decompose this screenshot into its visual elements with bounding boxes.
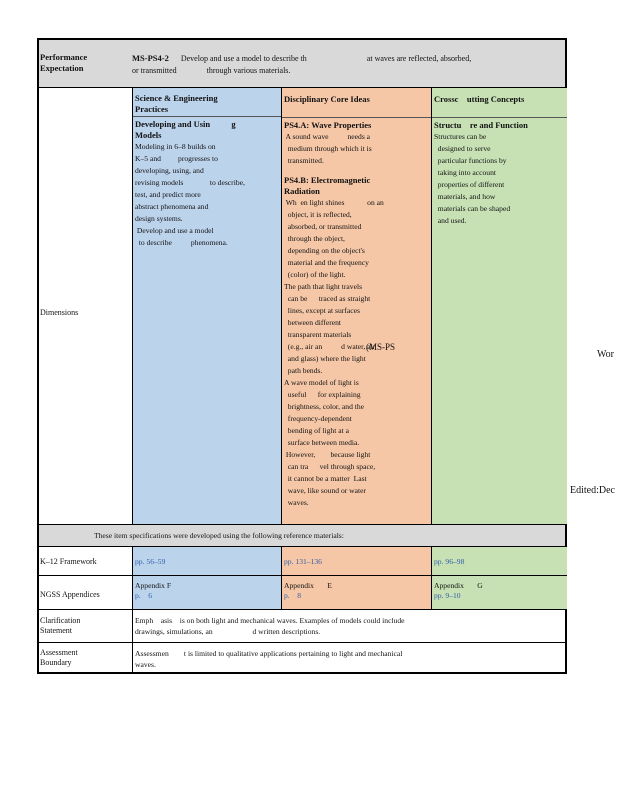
pe-content — [132, 40, 567, 87]
cc-body: Structures can be designed to serve particular functions by taking into account properties of different materials, and how materials can be shaped and used. — [434, 132, 511, 225]
appendices-cc: Appendix G pp. 9–10 — [431, 576, 567, 609]
appendices-dci: Appendix E p. 8 — [281, 576, 431, 609]
cc-column — [431, 88, 567, 524]
framework-label: K–12 Framework — [40, 557, 97, 566]
margin-edited-text: Edited:Dec — [570, 485, 615, 496]
assessment-row — [39, 643, 565, 672]
dci-title-a: PS4.A: Wave Properties — [284, 120, 372, 130]
framework-sep[interactable]: pp. 56–59 — [132, 547, 281, 575]
framework-row — [39, 547, 565, 576]
appendices-sep: Appendix F p. 6 — [132, 576, 281, 609]
pe-label: Performance Expectation — [40, 52, 88, 73]
spec-note-row — [39, 525, 565, 547]
assessment-text: Assessmen t is limited to qualitative applications pertaining to light and mechanical waves. — [132, 643, 567, 672]
dci-body-b: Wh en light shines on an object, it is reflected, absorbed, or transmitted through the object, depending on the object's material and the frequency (color) of the light. The path that light travels can be traced as straight lines, except at surfaces between different transparent materials (e.g., air an d water, air and glass) where the light path bends. A wave model of light is useful for explaining brightness, color, and the frequency-dependent bending of light at a surface between media. However, because light can tra vel through space, it cannot be a matter Last wave, like sound or water waves. (MS-PS — [284, 198, 396, 507]
framework-cc[interactable]: pp. 96–98 — [431, 547, 567, 575]
sep-title-2: Models — [135, 130, 162, 140]
dci-overlap-text: (MS-PS — [366, 342, 396, 352]
pe-text-2: or transmitted through various materials. — [132, 66, 291, 75]
margin-wor-text: Wor — [597, 349, 614, 360]
item-spec-table — [37, 38, 567, 674]
assessment-label: Assessment Boundary — [40, 648, 78, 667]
appendices-label: NGSS Appendices — [40, 590, 100, 599]
spec-note: These item specifications were developed using the following reference materials: — [94, 531, 344, 540]
dci-title-b: PS4.B: Electromagnetic — [284, 175, 371, 185]
clarification-label: Clarification Statement — [40, 616, 81, 635]
dimensions-row — [39, 88, 565, 525]
pe-row — [39, 40, 565, 88]
dci-header: Disciplinary Core Ideas — [282, 88, 431, 118]
dci-title-b-2: Radiation — [284, 186, 320, 196]
sep-column — [132, 88, 281, 524]
appendices-row — [39, 576, 565, 610]
pe-code: MS-PS4-2 — [132, 53, 169, 63]
sep-header: Science & Engineering Practices — [133, 88, 281, 117]
dci-column — [281, 88, 431, 524]
clarification-row — [39, 610, 565, 643]
pe-text: Develop and use a model to describe th at waves are reflected, absorbed, — [180, 54, 472, 63]
cc-title: Structu re and Function — [434, 120, 528, 130]
dci-body-a: A sound wave needs a medium through which it is transmitted. — [284, 132, 372, 165]
dimensions-label: Dimensions — [40, 308, 79, 317]
cc-header: Crossc utting Concepts — [432, 88, 567, 118]
clarification-text: Emph asis is on both light and mechanical waves. Examples of models could include drawings, simulations, an d written descriptions. — [132, 610, 567, 642]
framework-dci[interactable]: pp. 131–136 — [281, 547, 431, 575]
sep-title: Developing and Usin g — [135, 119, 236, 129]
sep-body: Modeling in 6–8 builds on K–5 and progresses to developing, using, and revising models to describe, test, and predict more abstract phenomena and design systems. Develop and use a model to describe phenomena. — [135, 142, 245, 247]
